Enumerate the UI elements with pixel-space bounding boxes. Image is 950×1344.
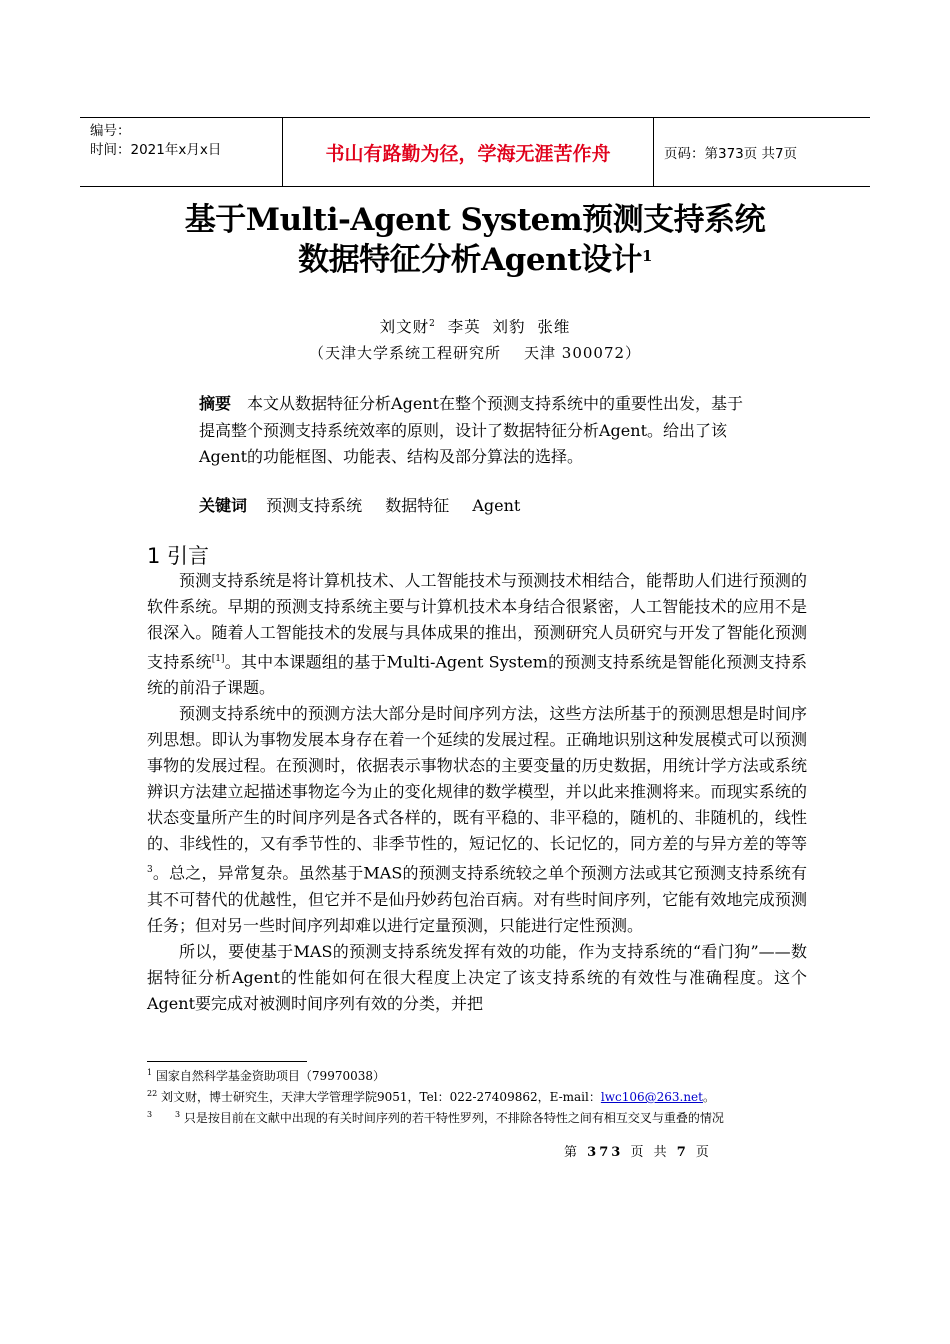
footnote: [147, 1064, 807, 1085]
page-footer: [564, 1141, 712, 1160]
page-info: 页码：第373页 共7页: [664, 146, 798, 162]
paper-title: [0, 200, 950, 280]
footnote-mark: 22: [147, 1089, 158, 1098]
footer-suffix: 页: [695, 1145, 712, 1160]
footnote-text: 国家自然科学基金资助项目（79970038）: [155, 1069, 386, 1083]
footer-prefix: 第: [564, 1145, 581, 1160]
footnote-mark: 3: [147, 1110, 153, 1119]
keyword: Agent: [472, 496, 521, 515]
citation: [1]: [211, 654, 225, 664]
motto: 书山有路勤为径，学海无涯苦作舟: [282, 118, 654, 186]
affiliation: （天津大学系统工程研究所 天津 300072）: [308, 344, 642, 362]
keywords: [199, 493, 538, 519]
abstract: [199, 391, 752, 471]
keyword: 预测支持系统: [266, 496, 363, 515]
author-footnote-mark: 2: [429, 318, 436, 329]
number-label: 编号：: [90, 123, 131, 139]
footnote-mark: 3: [175, 1110, 181, 1119]
paragraph-text: 。其中本课题组的基于Multi-Agent System的预测支持系统是智能化预测支持系统的前沿子课题。: [147, 652, 807, 698]
paragraph: [147, 568, 807, 701]
footer-mid: 页 共: [630, 1145, 670, 1160]
other-authors: 李英 刘豹 张维: [435, 318, 571, 336]
paragraph-text: 。总之，异常复杂。虽然基于MAS的预测支持系统较之单个预测方法或其它预测支持系统有其不可替代的优越性，但它并不是仙丹妙药包治百病。对有些时间序列，它能有效地完成预测任务；但对另一些时间序列却难以进行定量预测，只能进行定性预测。: [147, 863, 807, 935]
first-author: 刘文财: [379, 318, 430, 336]
document-header: [80, 117, 870, 187]
footnote-text: 只是按目前在文献中出现的有关时间序列的若干特性罗列，不排除各特性之间有相互交叉与重叠的情况: [183, 1111, 724, 1125]
body-text: [147, 568, 807, 1017]
section-heading: 1 引言: [147, 544, 210, 568]
abstract-label: 摘要: [199, 394, 232, 413]
footnote-mark: 1: [147, 1068, 153, 1077]
paragraph: [147, 701, 807, 938]
footnote-text: 。: [702, 1090, 715, 1104]
footer-total-pages: 7: [676, 1145, 689, 1160]
paragraph-text: 预测支持系统是将计算机技术、人工智能技术与预测技术相结合，能帮助人们进行预测的软件系统。早期的预测支持系统主要与计算机技术本身结合很紧密，人工智能技术的应用不是很深入。随着人工智能技术的发展与具体成果的推出，预测研究人员研究与开发了智能化预测支持系统: [147, 571, 807, 672]
keywords-label: 关键词: [199, 496, 248, 515]
title-line-2-text: 数据特征分析Agent设计: [298, 242, 642, 278]
authors: [0, 315, 950, 337]
email-link[interactable]: lwc106@263.net: [600, 1090, 703, 1104]
header-meta: [80, 118, 282, 186]
paragraph: 所以，要使基于MAS的预测支持系统发挥有效的功能，作为支持系统的“看门狗”——数据特征分析Agent的性能如何在很大程度上决定了该支持系统的有效性与准确程度。这个Agent要完成对被测时间序列有效的分类，并把: [147, 941, 807, 1013]
title-footnote-mark: 1: [641, 247, 652, 265]
time-label: 时间：2021年x月x日: [90, 142, 222, 158]
title-line-2: [0, 240, 950, 280]
footnote: [147, 1085, 807, 1106]
footnote: [147, 1106, 807, 1127]
paragraph-text: 预测支持系统中的预测方法大部分是时间序列方法，这些方法所基于的预测思想是时间序列思想。即认为事物发展本身存在着一个延续的发展过程。正确地识别这种发展模式可以预测事物的发展过程。在预测时，依据表示事物状态的主要变量的历史数据，用统计学方法或系统辨识方法建立起描述事物迄今为止的变化规律的数学模型，并以此来推测将来。而现实系统的状态变量所产生的时间序列是各式各样的，既有平稳的、非平稳的，随机的、非随机的，线性的、非线性的，又有季节性的、非季节性的，短记忆的、长记忆的，同方差的与异方差的等等: [147, 704, 807, 854]
keyword: 数据特征: [385, 496, 450, 515]
title-line-1: 基于Multi-Agent System预测支持系统: [184, 202, 766, 238]
footer-page-number: 373: [587, 1145, 624, 1160]
abstract-text: 本文从数据特征分析Agent在整个预测支持系统中的重要性出发，基于提高整个预测支持系统效率的原则，设计了数据特征分析Agent。给出了该Agent的功能框图、功能表、结构及部分算法的选择。: [199, 394, 744, 466]
footnote-ref: 3: [147, 865, 153, 876]
footnotes: [147, 1064, 807, 1127]
footnote-divider: [147, 1061, 307, 1062]
footnote-text: 刘文财，博士研究生，天津大学管理学院9051，Tel：022-27409862，E-mail：: [161, 1090, 601, 1104]
